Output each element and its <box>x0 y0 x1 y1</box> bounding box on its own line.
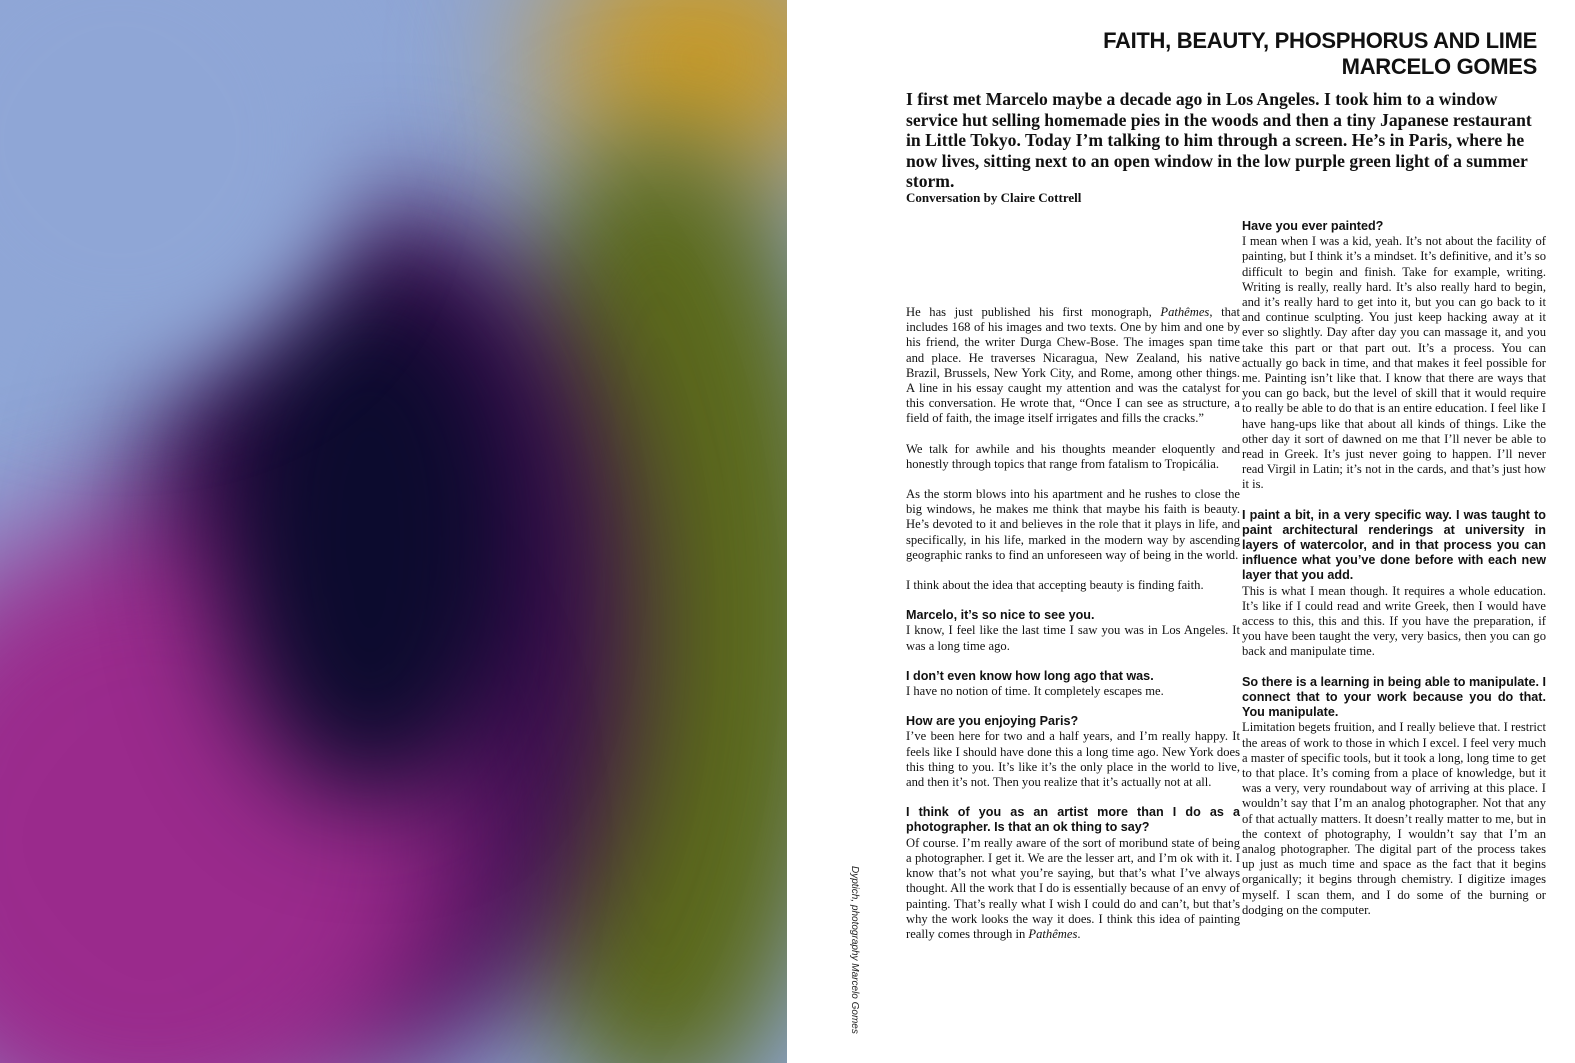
answer-paragraph: Of course. I’m really aware of the sort of moribund state of being a photographer. I get it. We are the lesser art, and I’m ok with it. I know that’s not what you’re saying, but that’s what I’ve always thought. All the work that I do is essentially because of an envy of painting. That’s really what I wish I could do and can’t, but that’s why the work looks the way it does. I think this idea of painting really comes through in Pathêmes. <box>906 835 1240 941</box>
paragraph-beauty: I think about the idea that accepting beauty is finding faith. <box>906 578 1204 593</box>
article-intro: I first met Marcelo maybe a decade ago in Los Angeles. I took him to a window service hut selling homemade pies in the woods and then a tiny Japanese restaurant in Little Tokyo. Today I’m talking to him through a screen. He’s in Paris, where he now lives, sitting next to an open window in the low purple green light of a summer storm. <box>906 89 1532 191</box>
book-title: Pathêmes <box>1028 926 1078 941</box>
photo-blob-navy <box>220 280 520 800</box>
question-heading: How are you enjoying Paris? <box>906 714 1079 729</box>
answer-paragraph: Limitation begets fruition, and I really believe that. I restrict the areas of work to those in which I excel. I feel very much a master of specific tools, but it took a long, long time to get to that place. It’s coming from a place of knowledge, but it was a very, very roundabout way of arriving at this place. I wouldn’t say that I’m an analog photographer. Not that any of that actually matters. It doesn’t really matter to me, but in the context of photography, I wouldn’t say that I’m an analog photographer. The digital part of the process takes up just as much time and space as the fact that it begins organically; it begins through chemistry. I digitize images myself. I scan them, and I do some of the burning or dodging on the computer. <box>1242 720 1546 917</box>
title-line-1: FAITH, BEAUTY, PHOSPHORUS AND LIME <box>1103 28 1537 53</box>
article-title <box>1103 28 1537 80</box>
question-heading: Marcelo, it’s so nice to see you. <box>906 608 1095 623</box>
photograph-abstract-blur <box>0 0 787 1063</box>
paragraph-meander: We talk for awhile and his thoughts meander eloquently and honestly through topics that range from fatalism to Tropicália. <box>906 441 1240 471</box>
question-heading: I don’t even know how long ago that was. <box>906 668 1154 683</box>
question-heading: Have you ever painted? <box>1242 219 1384 233</box>
question-heading: So there is a learning in being able to manipulate. I connect that to your work because you do that. You manipulate. <box>1242 674 1546 720</box>
question-heading: I think of you as an artist more than I do as a photographer. Is that an ok thing to say? <box>906 805 1240 835</box>
paragraph-storm: As the storm blows into his apartment and he rushes to close the big windows, he makes me think that maybe his faith is beauty. He’s devoted to it and believes in the role that it plays in life, and specifically, in his life, marked in the modern way by ascending geographic ranks to find an unforeseen way of being in the world. <box>906 487 1240 562</box>
answer-paragraph: This is what I mean though. It requires a whole education. It’s like if I could read and write Greek, then I would have access to this, this and this. If you have the preparation, if you have been taught the very, very basics, then you can go back and manipulate time. <box>1242 583 1546 659</box>
answer-paragraph: I mean when I was a kid, yeah. It’s not about the facility of painting, but I think it’s a mindset. It’s definitive, and it’s so difficult to begin and finish. Take for example, writing. Writing is really, really hard. It’s also really hard to begin, and it’s really hard to get into it, but you can go back to it and continue sculpting. You just keep hacking away at it ever so slightly. Day after day you can massage it, and you take this part or that part out. It’s a process. You can actually go back in time, and that makes it feel possible for me. Painting isn’t like that. I know that there are ways that you can go back, but the level of skill that it would require to really be able to do that is an entire education. I feel like I have hang-ups like that about all kinds of things. Like the other day it sort of dawned on me that I’ll never be able to read in Greek. It’s just never going to happen. I’ll never read Virgil in Latin; it’s not in the cards, and that’s just how it is. <box>1242 234 1546 492</box>
answer-paragraph: I have no notion of time. It completely escapes me. <box>906 684 1164 699</box>
left-text-column <box>906 305 1240 957</box>
byline: Conversation by Claire Cottrell <box>906 190 1082 205</box>
answer-paragraph: I’ve been here for two and a half years, and I’m really happy. It feels like I should have done this a long time ago. New York does this thing to you. It’s like it’s the only place in the world to live, and then it’s not. Then you realize that it’s actually not at all. <box>906 729 1240 790</box>
question-heading: I paint a bit, in a very specific way. I was taught to paint architectural renderings at university in layers of watercolor, and in that process you can influence what you’ve done before with each new layer that you add. <box>1242 507 1546 583</box>
photo-caption: Dyptich, photography Marcelo Gomes <box>849 866 860 1034</box>
right-text-column <box>1242 219 1546 933</box>
paragraph-monograph: He has just published his first monograph, Pathêmes, that includes 168 of his images and two texts. One by him and one by his friend, the writer Durga Chew-Bose. The images span time and place. He traverses Nicaragua, New Zealand, his native Brazil, Brussels, New York City, and Rome, among other things. A line in his essay caught my attention and was the catalyst for this conversation. He wrote that, “Once I can see as structure, a field of faith, the image itself irrigates and fills the cracks.” <box>906 305 1240 426</box>
book-title: Pathêmes <box>1160 305 1210 319</box>
title-line-2: MARCELO GOMES <box>1341 54 1537 79</box>
answer-paragraph: I know, I feel like the last time I saw you was in Los Angeles. It was a long time ago. <box>906 623 1240 653</box>
